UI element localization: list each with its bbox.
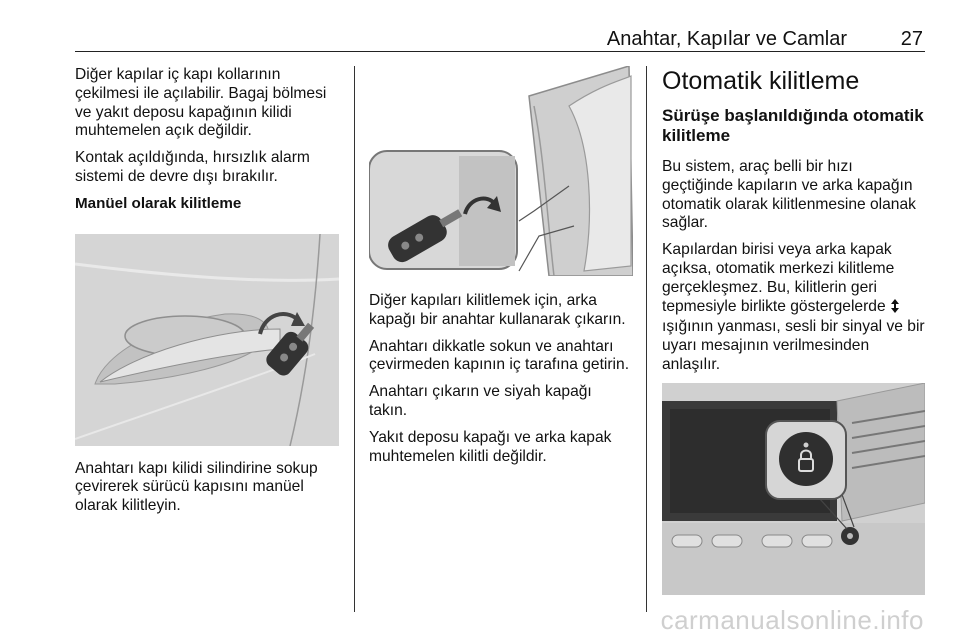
subheading-manual-locking: Manüel olarak kilitleme: [75, 194, 242, 212]
paragraph-text: ışığının yanması, sesli bir sinyal ve bir uyarı mesajının verilmesinden anlaşılır.: [662, 318, 925, 373]
column-divider-1: [354, 66, 355, 612]
column-2: [369, 66, 633, 474]
column-1: [75, 66, 341, 524]
section-subtitle: Sürüşe başlanıldığında otomatik kilitleme: [662, 106, 924, 145]
door-lock-cover-illustration: [369, 66, 633, 276]
page-number: 27: [900, 28, 923, 50]
section-title: Otomatik kilitleme: [662, 67, 860, 95]
paragraph: Diğer kapılar iç kapı kollarının çekilmesi ile açılabilir. Bagaj bölmesi ve yakıt deposu kapağının kilidi muhtemelen açık değildir.: [75, 66, 327, 140]
column-3: [662, 66, 927, 595]
header-title: Anahtar, Kapılar ve Camlar: [606, 28, 847, 50]
header-rule: [75, 51, 925, 52]
watermark: carmanualsonline.info: [660, 605, 924, 635]
paragraph: Diğer kapıları kilitlemek için, arka kapağı bir anahtar kullanarak çıkarın.: [369, 292, 626, 328]
paragraph: Anahtarı çıkarın ve siyah kapağı takın.: [369, 383, 592, 419]
column-divider-2: [646, 66, 647, 612]
paragraph: Anahtarı dikkatle sokun ve anahtarı çevirmeden kapının iç tarafına getirin.: [369, 337, 630, 374]
paragraph: Bu sistem, araç belli bir hızı geçtiğinde kapıların ve arka kapağın otomatik olarak kilitlenmesine olanak sağlar.: [662, 158, 916, 232]
page-header: [75, 28, 925, 50]
paragraph-text: Kapılardan birisi veya arka kapak açıksa, otomatik merkezi kilitleme gerçekleşmez. Bu, kilitlerin geri tepmesiyle birlikte göstergelerde: [662, 241, 895, 315]
door-handle-key-illustration: [75, 234, 339, 446]
central-lock-button-illustration: [662, 383, 925, 595]
door-open-indicator-icon: [890, 299, 900, 319]
paragraph: Yakıt deposu kapağı ve arka kapak muhtemelen kilitli değildir.: [369, 428, 612, 465]
paragraph: Kontak açıldığında, hırsızlık alarm sistemi de devre dışı bırakılır.: [75, 149, 310, 185]
paragraph: [662, 241, 927, 375]
paragraph: Anahtarı kapı kilidi silindirine sokup çevirerek sürücü kapısını manüel olarak kilitleyin.: [75, 459, 318, 515]
